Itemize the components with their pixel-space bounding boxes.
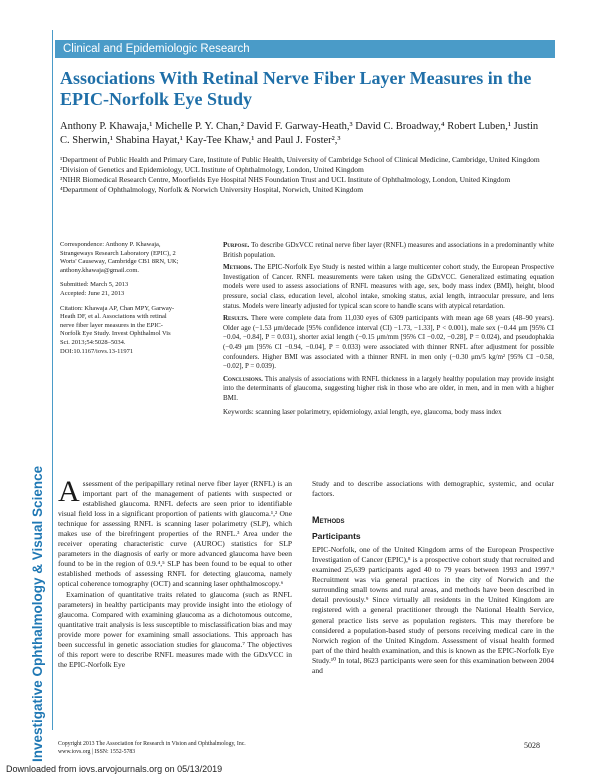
abstract-purpose [223, 241, 554, 260]
copyright-line: Copyright 2013 The Association for Research in Vision and Ophthalmology, Inc. [58, 741, 246, 747]
abstract-results [223, 314, 554, 372]
accepted-date: Accepted: June 21, 2013 [60, 289, 125, 297]
participants-subheading: Participants [312, 531, 361, 542]
intro-paragraph-2: Examination of quantitative traits related to glaucoma (such as RNFL parameters) in healthy participants may provide insight into the etiology of glaucoma. Compared with examining glaucoma as a dichotomous outcome, quantitative trait analysis is less susceptible to misclassification bias and may provide more power for examining small associations. This approach has been successful in genetic association studies for glaucoma.⁷ The objectives of this report were to describe RNFL measures made with the GDxVCC in the EPIC-Norfolk Eye [58, 589, 292, 669]
abstract-methods [223, 263, 554, 311]
correspondence: Correspondence: Anthony P. Khawaja, Strangeways Research Laboratory (EPIC), 2 Worts' Causeway, Cambridge CB1 8RN, UK; anthony.khawaja@gmail.com. [60, 241, 179, 274]
conclusions-text: This analysis of associations with RNFL thickness in a largely healthy population may provide insight into the determinants of glaucoma, suggesting higher risk in those who are older, in men, and in men with a higher BMI. [223, 374, 555, 402]
journal-side-strip [0, 0, 45, 776]
page-number: 5028 [524, 741, 540, 750]
affiliation-4: ⁴Department of Ophthalmology, Norfolk & Norwich University Hospital, Norwich, United Kingdom [60, 185, 364, 194]
article-title: Associations With Retinal Nerve Fiber Layer Measures in the EPIC-Norfolk Eye Study [60, 68, 532, 109]
intro-paragraph-end: Study and to describe associations with demographic, systemic, and ocular factors. [312, 479, 554, 499]
download-note: Downloaded from iovs.arvojournals.org on 05/13/2019 [6, 764, 223, 774]
author-list: Anthony P. Khawaja,¹ Michelle P. Y. Chan,² David F. Garway-Heath,³ David C. Broadway,⁴ Robert Luben,¹ Justin C. Sherwin,¹ Shabina Hayat,¹ Kay-Tee Khaw,¹ and Paul J. Foster²,³ [60, 121, 539, 146]
section-banner: Clinical and Epidemiologic Research [55, 40, 555, 58]
drop-cap: A [58, 475, 80, 508]
abstract [223, 241, 554, 420]
journal-url: www.iovs.org | ISSN: 1552-5783 [58, 749, 136, 755]
intro-paragraph-1 [58, 475, 292, 590]
methods-section-heading: Methods [312, 515, 345, 526]
affiliation-1: ¹Department of Public Health and Primary Care, Institute of Public Health, University of Cambridge School of Clinical Medicine, Cambridge, United Kingdom [60, 155, 540, 164]
body-column-left [58, 475, 292, 670]
abstract-conclusions [223, 375, 554, 404]
intro-paragraph-1-text: ssessment of the peripapillary retinal nerve fiber layer (RNFL) is an important part of the management of patients with suspected or established glaucoma. RNFL defects are seen prior to identifiable visual field loss in a significant proportion of patients with glaucoma.¹,² One technique for assessing RNFL is scanning laser polarimetry (SLP), which makes use of the birefringent properties of the RNFL.³ Area under the receiver operating characteristic curve (AUROC) statistics for SLP parameters in the diagnosis of early or more advanced glaucoma have been found to be in the region of 0.9.⁴,⁵ SLP has been found to be equal to other established methods of assessing RNFL for detecting glaucoma, namely optical coherence tomography (OCT) and scanning laser ophthalmoscopy.⁶ [58, 479, 292, 589]
methods-heading: Methods. [223, 263, 253, 272]
affiliation-2: ²Division of Genetics and Epidemiology, UCL Institute of Ophthalmology, London, United Kingdom [60, 165, 364, 174]
purpose-heading: Purpose. [223, 241, 250, 249]
keywords: Keywords: scanning laser polarimetry, epidemiology, axial length, eye, glaucoma, body mass index [223, 407, 502, 416]
margin-rule [52, 30, 53, 730]
affiliations [60, 155, 555, 195]
methods-text: The EPIC-Norfolk Eye Study is nested within a large multicenter cohort study, the European Prospective Investigation of Cancer. RNFL measurements were taken using the GDxVCC. Generalized estimating equation models were used to assess associations of RNFL measures with age, sex, body mass index (BMI), height, blood pressure, social class, education level, alcohol intake, smoking status, axial length, intraocular pressure, and lens status. Models were linearly adjusted for typical scan score to handle scans with atypical retardation. [223, 263, 555, 310]
journal-name-vertical: Investigative Ophthalmology & Visual Science [30, 465, 45, 762]
conclusions-heading: Conclusions. [223, 374, 263, 383]
submitted-date: Submitted: March 5, 2013 [60, 281, 129, 289]
article-meta [60, 241, 180, 362]
results-heading: Results. [223, 314, 249, 323]
results-text: There were complete data from 11,030 eyes of 6309 participants with mean age 68 years (48–90 years). Older age (−1.53 μm/decade [95% confidence interval (CI) −1.73, −1.33], P < 0.001), male sex (−0.44 μm [95% CI −0.04, −0.84], P = 0.031), shorter axial length (−0.15 μm/mm [95% CI −0.02, −0.28], P = 0.024), and pseudophakia (−0.49 μm [95% CI −0.94, −0.04], P = 0.033) were associated with thinner RNFL after adjustment for possible confounders. Higher BMI was associated with a thinner RNFL in men only (−0.30 μm/5 kg/m² [95% CI −0.58, −0.02], P = 0.039). [223, 314, 555, 371]
citation: Citation: Khawaja AP, Chan MPY, Garway-Heath DF, et al. Associations with retinal nerve fiber layer measures in the EPIC-Norfolk Eye Study. Invest Ophthalmol Vis Sci. 2013;54:5028–5034. DOI:10.1167/iovs.13-11971 [60, 304, 175, 355]
affiliation-3: ³NIHR Biomedical Research Centre, Moorfields Eye Hospital NHS Foundation Trust and UCL Institute of Ophthalmology, London, United Kingdom [60, 175, 511, 184]
footer-copyright [58, 740, 378, 756]
participants-paragraph: EPIC-Norfolk, one of the United Kingdom arms of the European Prospective Investigation of Cancer (EPIC),⁸ is a prospective cohort study that recruited and examined 25,639 participants aged 40 to 79 years between 1993 and 1997.⁹ Recruitment was via general practices in the city of Norwich and the surrounding small towns and rural areas, and methods have been described in detail previously.⁹ Since virtually all residents in the United Kingdom are registered with a general practitioner through the National Health Service, general practice lists serve as population registers. This may therefore be considered a population-based study of persons receiving medical care in the Norwich region of the United Kingdom. Assessment of visual health formed part of the third health examination, and this is known as the EPIC-Norfolk Eye Study.¹⁰ In total, 8623 participants were seen for this examination between 2004 and [312, 545, 554, 675]
body-column-right [312, 479, 554, 676]
purpose-text: To describe GDxVCC retinal nerve fiber layer (RNFL) measures and associations in a predominantly white British population. [223, 241, 554, 259]
